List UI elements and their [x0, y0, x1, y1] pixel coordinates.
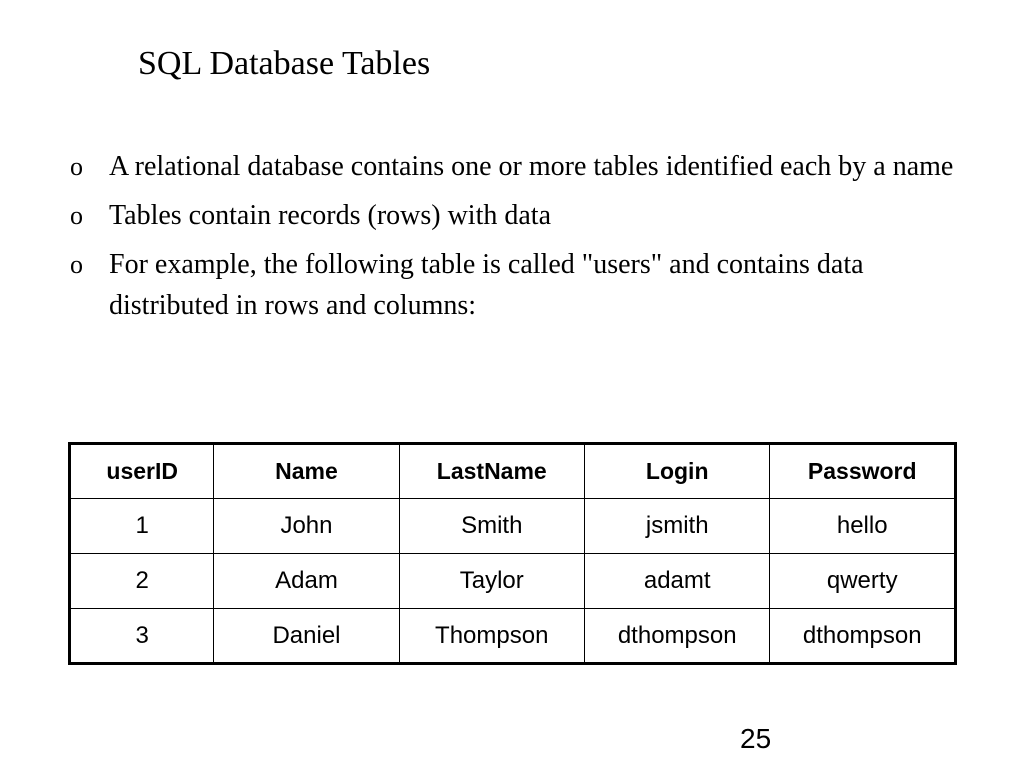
table-cell: dthompson: [584, 609, 769, 664]
table-cell: 1: [70, 499, 214, 554]
bullet-text: For example, the following table is called "users" and contains data distributed in rows and columns:: [109, 249, 864, 321]
bullet-marker: o: [70, 250, 83, 279]
table-row: [70, 609, 956, 664]
table-header-row: [70, 444, 956, 499]
table-cell: jsmith: [584, 499, 769, 554]
bullet-item: [70, 244, 980, 326]
table-cell: hello: [770, 499, 956, 554]
table-cell: qwerty: [770, 554, 956, 609]
bullet-marker: o: [70, 201, 83, 230]
column-header-lastname: LastName: [399, 444, 584, 499]
bullet-marker: o: [70, 152, 83, 181]
bullet-item: [70, 146, 980, 187]
column-header-userid: userID: [70, 444, 214, 499]
page-number: 25: [740, 723, 772, 754]
bullet-list: [70, 146, 980, 334]
column-header-password: Password: [770, 444, 956, 499]
table-row: [70, 554, 956, 609]
table-cell: Smith: [399, 499, 584, 554]
column-header-login: Login: [584, 444, 769, 499]
table-cell: 2: [70, 554, 214, 609]
slide-title: SQL Database Tables: [138, 45, 431, 82]
table-row: [70, 499, 956, 554]
table-cell: dthompson: [770, 609, 956, 664]
column-header-name: Name: [214, 444, 399, 499]
table-cell: John: [214, 499, 399, 554]
table-cell: Daniel: [214, 609, 399, 664]
table-cell: 3: [70, 609, 214, 664]
table-cell: Adam: [214, 554, 399, 609]
table-cell: Thompson: [399, 609, 584, 664]
bullet-item: [70, 195, 980, 236]
table-cell: Taylor: [399, 554, 584, 609]
bullet-text: Tables contain records (rows) with data: [109, 200, 551, 231]
bullet-text: A relational database contains one or more tables identified each by a name: [109, 151, 954, 182]
users-table: [68, 442, 957, 665]
table-cell: adamt: [584, 554, 769, 609]
